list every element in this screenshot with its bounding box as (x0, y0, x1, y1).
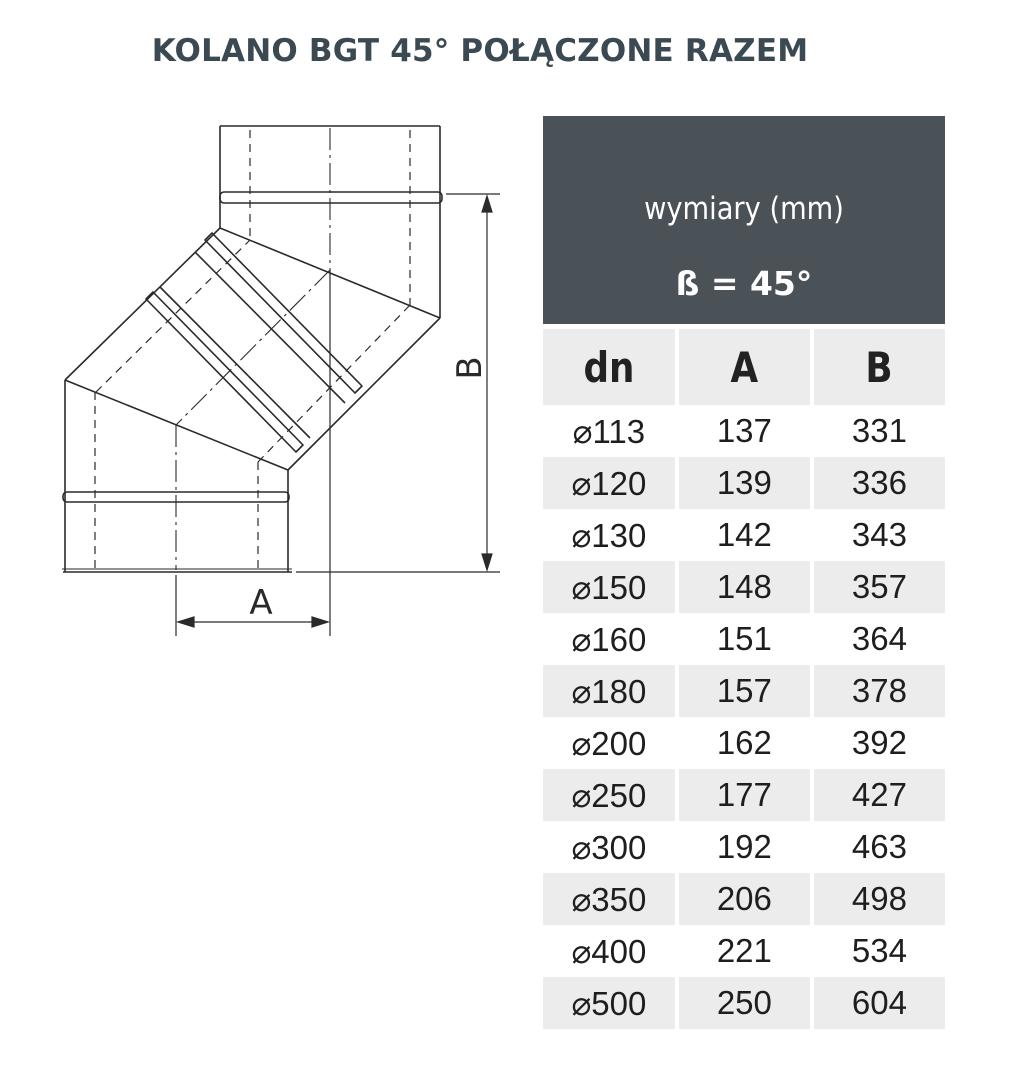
cell-dn: ⌀300 (543, 821, 679, 873)
table-header-row (543, 329, 945, 405)
cell-dn: ⌀180 (543, 665, 679, 717)
cell-a: 151 (679, 613, 814, 665)
table-row (543, 509, 945, 561)
cell-b: 357 (814, 561, 945, 613)
page-title: KOLANO BGT 45° POŁĄCZONE RAZEM (151, 33, 809, 69)
table-row (543, 821, 945, 873)
cell-a: 142 (679, 509, 814, 561)
cell-dn: ⌀500 (543, 977, 679, 1029)
cell-dn: ⌀150 (543, 561, 679, 613)
cell-a: 157 (679, 665, 814, 717)
cell-dn: ⌀200 (543, 717, 679, 769)
cell-a: 192 (679, 821, 814, 873)
cell-b: 427 (814, 769, 945, 821)
cell-dn: ⌀400 (543, 925, 679, 977)
cell-b: 392 (851, 724, 907, 761)
cell-dn: ⌀250 (543, 769, 679, 821)
cell-a: 139 (679, 457, 814, 509)
cell-a: 206 (679, 873, 814, 925)
table-row (543, 561, 945, 613)
cell-b: 463 (851, 828, 907, 865)
cell-a: 148 (679, 561, 814, 613)
column-header-dn: dn (543, 329, 679, 405)
cell-b: 343 (851, 516, 907, 553)
cell-dn: ⌀350 (543, 873, 679, 925)
dimension-label-b: B (450, 356, 490, 380)
table-row (543, 457, 945, 509)
table-row (543, 717, 945, 769)
table-row (543, 613, 945, 665)
angle-label: ß = 45° (675, 264, 813, 303)
cell-b: 534 (851, 932, 907, 969)
cell-a: 250 (679, 977, 814, 1029)
table-row (543, 977, 945, 1029)
cell-a: 221 (679, 925, 814, 977)
cell-dn: ⌀160 (543, 613, 679, 665)
cell-dn: ⌀113 (543, 405, 679, 457)
cell-b: 498 (814, 873, 945, 925)
slanted-segment-outline (65, 228, 440, 470)
table-row (543, 769, 945, 821)
cell-b: 364 (851, 620, 907, 657)
dimensions-table (543, 329, 945, 1029)
cell-b: 604 (814, 977, 945, 1029)
table-row (543, 873, 945, 925)
cell-a: 137 (679, 405, 814, 457)
dimension-label-a: A (249, 583, 273, 623)
units-label: wymiary (mm) (644, 191, 844, 227)
dimensions-header (543, 116, 945, 324)
cell-b: 336 (814, 457, 945, 509)
cell-b: 331 (851, 412, 907, 449)
cell-b: 378 (814, 665, 945, 717)
table-row (543, 405, 945, 457)
column-header-a: A (679, 329, 814, 405)
cell-a: 162 (679, 717, 814, 769)
column-header-b: B (814, 329, 945, 405)
cell-dn: ⌀120 (543, 457, 679, 509)
elbow-drawing (0, 0, 540, 660)
table-row (543, 925, 945, 977)
table-row (543, 665, 945, 717)
cell-a: 177 (679, 769, 814, 821)
cell-dn: ⌀130 (543, 509, 679, 561)
